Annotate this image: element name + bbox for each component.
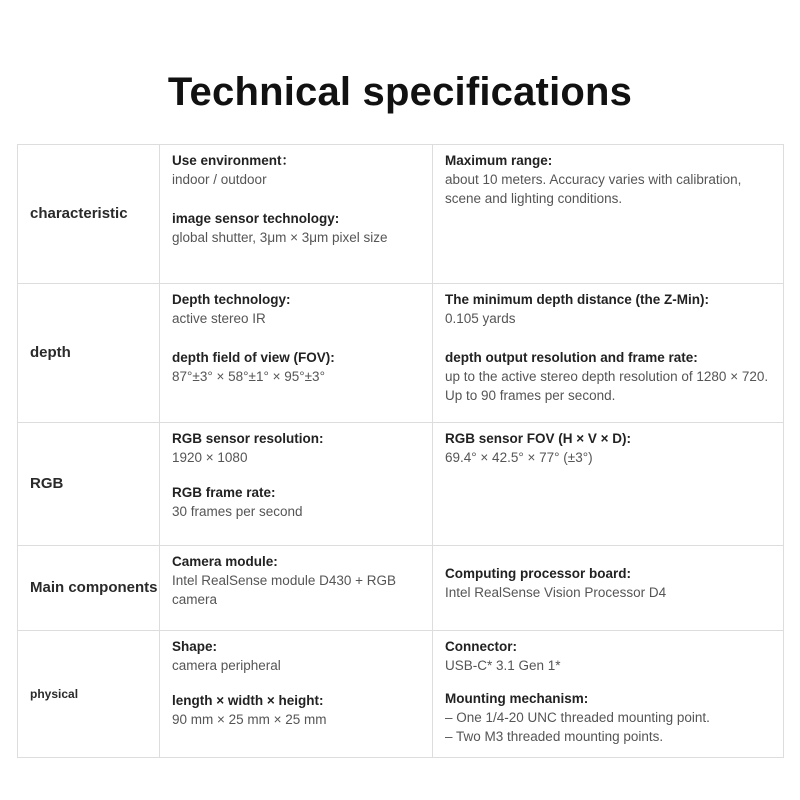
row-category: Main components [18, 546, 160, 631]
spec-label: image sensor technology: [172, 211, 340, 226]
spec-item [445, 429, 773, 467]
spec-value: USB-C* 3.1 Gen 1* [445, 658, 561, 673]
spec-value: 69.4° × 42.5° × 77° (±3°) [445, 450, 593, 465]
spec-value: – One 1/4-20 UNC threaded mounting point. [445, 710, 710, 725]
spec-item [445, 564, 773, 602]
spec-item [172, 637, 422, 675]
spec-item [172, 151, 422, 189]
spec-label: Depth technology: [172, 292, 291, 307]
spec-value: indoor / outdoor [172, 172, 267, 187]
spec-value: 90 mm × 25 mm × 25 mm [172, 712, 327, 727]
row-category: characteristic [18, 145, 160, 284]
spec-cell-left [160, 546, 433, 631]
spec-label: Use environment： [172, 153, 296, 168]
spec-item [172, 552, 422, 609]
spec-label: Connector: [445, 639, 517, 654]
spec-value: active stereo IR [172, 311, 266, 326]
spec-item [172, 429, 422, 467]
spec-item [172, 209, 422, 247]
spec-label: Mounting mechanism: [445, 691, 589, 706]
spec-value: 87°±3° × 58°±1° × 95°±3° [172, 369, 325, 384]
spec-label: The minimum depth distance (the Z-Min): [445, 292, 709, 307]
spec-label: Computing processor board: [445, 566, 632, 581]
row-category: physical [18, 631, 160, 758]
spec-cell-right [433, 284, 784, 423]
spec-value: 30 frames per second [172, 504, 303, 519]
spec-label: RGB frame rate: [172, 485, 276, 500]
spec-cell-right [433, 145, 784, 284]
spec-item [445, 348, 773, 405]
spec-cell-left [160, 631, 433, 758]
table-row [18, 631, 784, 758]
spec-cell-right [433, 631, 784, 758]
spec-item [172, 290, 422, 328]
spec-cell-left [160, 145, 433, 284]
spec-item [445, 290, 773, 328]
specs-table [17, 144, 784, 758]
spec-label: RGB sensor FOV (H × V × D): [445, 431, 632, 446]
row-category: RGB [18, 423, 160, 546]
spec-item [445, 689, 773, 746]
spec-value: Intel RealSense Vision Processor D4 [445, 585, 667, 600]
table-row [18, 145, 784, 284]
spec-label: depth field of view (FOV): [172, 350, 335, 365]
spec-item [172, 483, 422, 521]
spec-cell-right [433, 423, 784, 546]
spec-value: – Two M3 threaded mounting points. [445, 729, 664, 744]
spec-cell-left [160, 423, 433, 546]
spec-cell-right [433, 546, 784, 631]
spec-label: Maximum range: [445, 153, 553, 168]
page-title: Technical specifications [167, 70, 633, 114]
spec-value: global shutter, 3μm × 3μm pixel size [172, 230, 388, 245]
spec-label: length × width × height: [172, 693, 324, 708]
table-row [18, 284, 784, 423]
spec-label: depth output resolution and frame rate: [445, 350, 698, 365]
spec-value: Intel RealSense module D430 + RGB camera [172, 573, 397, 607]
spec-value: camera peripheral [172, 658, 281, 673]
spec-value: about 10 meters. Accuracy varies with calibration, scene and lighting conditions. [445, 172, 742, 206]
spec-item [445, 151, 773, 208]
row-category: depth [18, 284, 160, 423]
table-row [18, 546, 784, 631]
spec-item [445, 637, 773, 675]
spec-item [172, 691, 422, 729]
spec-value: up to the active stereo depth resolution of 1280 × 720. Up to 90 frames per second. [445, 369, 769, 403]
spec-label: Camera module: [172, 554, 278, 569]
table-row [18, 423, 784, 546]
spec-label: RGB sensor resolution: [172, 431, 324, 446]
spec-cell-left [160, 284, 433, 423]
spec-label: Shape: [172, 639, 218, 654]
spec-value: 1920 × 1080 [172, 450, 248, 465]
spec-item [172, 348, 422, 386]
spec-value: 0.105 yards [445, 311, 516, 326]
